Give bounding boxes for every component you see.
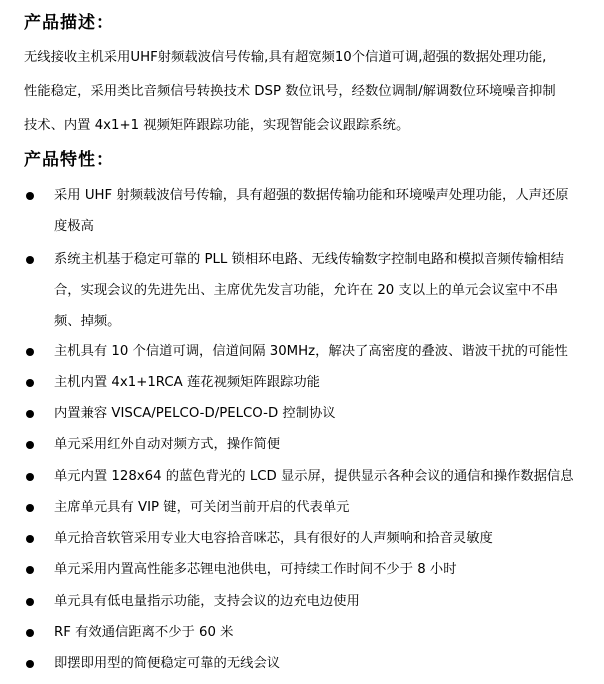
bullet-icon: [26, 660, 34, 668]
description-line: 技术、内置 4x1+1 视频矩阵跟踪功能，实现智能会议跟踪系统。: [24, 118, 410, 133]
description-heading: 产品描述：: [24, 13, 114, 33]
feature-line: 采用 UHF 射频载波信号传输，具有超强的数据传输功能和环境噪声处理功能，人声还原: [54, 188, 569, 203]
feature-line: 合，实现会议的先进先出、主席优先发言功能，允许在 20 支以上的单元会议室中不串: [54, 283, 559, 298]
bullet-icon: [26, 504, 34, 512]
feature-line: 主机具有 10 个信道可调，信道间隔 30MHz，解决了高密度的叠波、谐波干扰的可能性: [54, 344, 568, 359]
bullet-icon: [26, 473, 34, 481]
bullet-icon: [26, 379, 34, 387]
bullet-icon: [26, 535, 34, 543]
feature-line: 频、掉频。: [54, 314, 121, 329]
feature-line: 单元采用内置高性能多芯锂电池供电，可持续工作时间不少于 8 小时: [54, 562, 457, 577]
feature-line: 主席单元具有 VIP 键，可关闭当前开启的代表单元: [54, 500, 350, 515]
feature-line: 单元内置 128x64 的蓝色背光的 LCD 显示屏，提供显示各种会议的通信和操作数据信息: [54, 469, 574, 484]
description-line: 无线接收主机采用UHF射频载波信号传输,具有超宽频10个信道可调,超强的数据处理功能,: [24, 50, 547, 65]
feature-line: RF 有效通信距离不少于 60 米: [54, 625, 234, 640]
feature-line: 主机内置 4x1+1RCA 莲花视频矩阵跟踪功能: [54, 375, 320, 390]
feature-line: 系统主机基于稳定可靠的 PLL 锁相环电路、无线传输数字控制电路和模拟音频传输相结: [54, 252, 564, 267]
feature-line: 度极高: [54, 219, 94, 234]
bullet-icon: [26, 256, 34, 264]
bullet-icon: [26, 348, 34, 356]
bullet-icon: [26, 629, 34, 637]
feature-line: 即摆即用型的简便稳定可靠的无线会议: [54, 656, 281, 671]
bullet-icon: [26, 410, 34, 418]
bullet-icon: [26, 566, 34, 574]
feature-line: 内置兼容 VISCA/PELCO-D/PELCO-D 控制协议: [54, 406, 336, 421]
bullet-icon: [26, 598, 34, 606]
bullet-icon: [26, 441, 34, 449]
features-heading: 产品特性：: [24, 150, 114, 170]
feature-line: 单元具有低电量指示功能，支持会议的边充电边使用: [54, 594, 360, 609]
feature-line: 单元采用红外自动对频方式，操作简便: [54, 437, 281, 452]
bullet-icon: [26, 192, 34, 200]
feature-line: 单元拾音软管采用专业大电容拾音咪芯，具有很好的人声频响和拾音灵敏度: [54, 531, 493, 546]
description-line: 性能稳定，采用类比音频信号转换技术 DSP 数位讯号，经数位调制/解调数位环境噪音抑制: [24, 84, 556, 99]
